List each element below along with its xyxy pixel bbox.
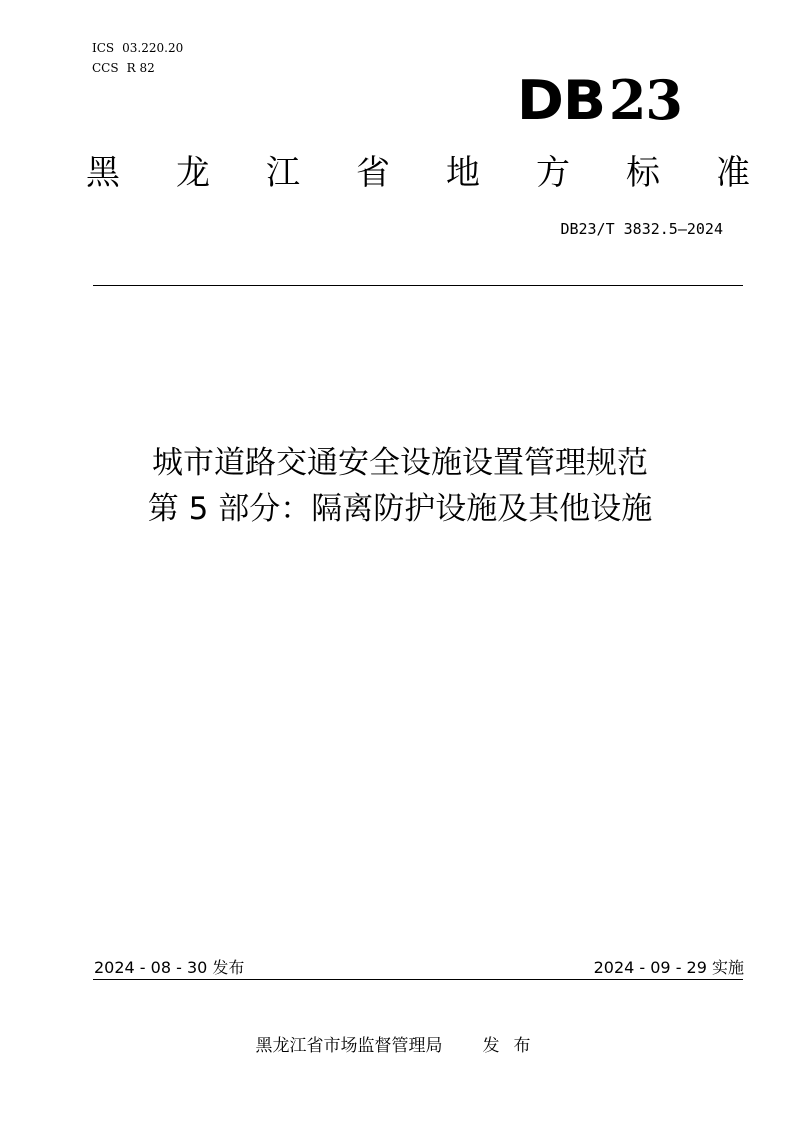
implement-date: 2024 - 09 - 29 实施	[593, 958, 744, 977]
standard-title-char: 标	[626, 153, 660, 193]
publish-date: 2024 - 08 - 30 发布	[94, 958, 245, 977]
standard-title-char: 省	[356, 153, 390, 193]
standard-title-char: 方	[536, 153, 570, 193]
standard-title-char: 江	[266, 153, 300, 193]
document-title-line-1: 城市道路交通安全设施设置管理规范	[152, 445, 648, 481]
publish-verb: 发布	[482, 1036, 545, 1056]
ccs-code: R 82	[126, 61, 155, 75]
top-divider	[93, 285, 743, 286]
standard-number: DB23/T 3832.5—2024	[560, 220, 723, 238]
ccs-label: CCS	[92, 61, 119, 75]
ccs-row	[92, 58, 183, 78]
standard-type-title	[86, 150, 750, 196]
standard-title-char: 黑	[86, 153, 120, 193]
bottom-divider	[93, 979, 743, 980]
logo-prefix: DB	[516, 69, 605, 132]
document-title	[0, 440, 800, 532]
ics-row	[92, 38, 183, 58]
standard-title-char: 准	[716, 153, 750, 193]
classification-codes	[92, 38, 183, 78]
standard-title-char: 龙	[176, 153, 210, 193]
standard-title-char: 地	[446, 153, 480, 193]
publisher-line	[0, 1034, 800, 1058]
publisher-name: 黑龙江省市场监督管理局	[255, 1036, 443, 1056]
document-title-line-2: 第 5 部分：隔离防护设施及其他设施	[147, 491, 653, 527]
db23-logo	[516, 68, 682, 132]
logo-number: 23	[608, 68, 682, 132]
ics-label: ICS	[92, 41, 115, 55]
ics-code: 03.220.20	[122, 41, 184, 55]
